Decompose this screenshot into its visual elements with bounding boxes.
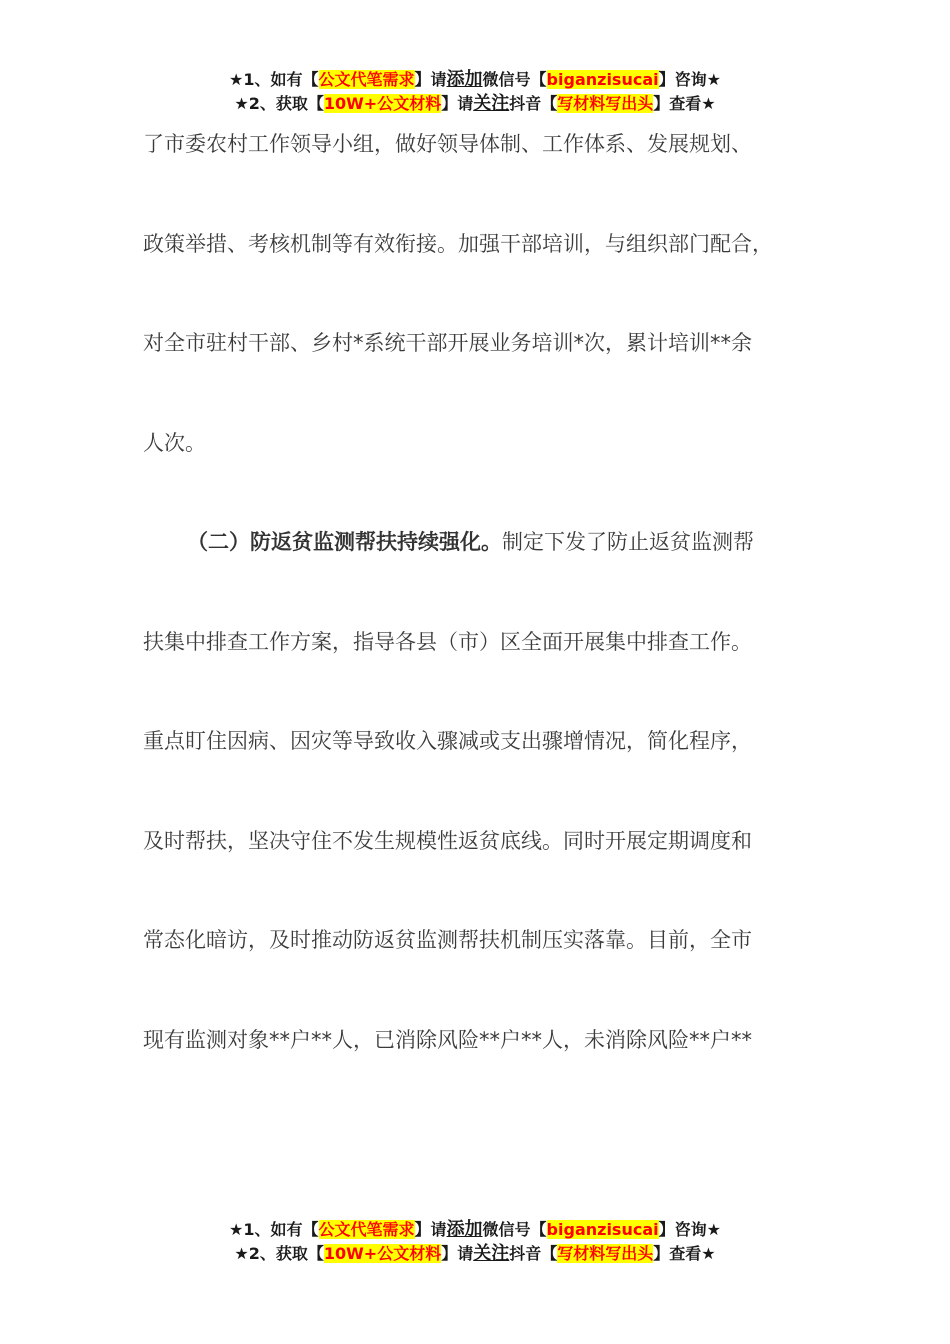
footer-line-2-suffix: 】查看★ <box>653 1244 716 1263</box>
footer-line-1-mid2: 微信号【 <box>482 1220 547 1239</box>
banner-line-1-prefix: ★1、如有【 <box>229 70 319 89</box>
banner-line-1 <box>0 68 950 92</box>
banner-line-2-suffix: 】查看★ <box>653 94 716 113</box>
footer-line-2-mid: 】请 <box>441 1244 474 1263</box>
banner-highlight-materials: 10W+公文材料 <box>323 94 442 113</box>
paragraph-line: 对全市驻村干部、乡村*系统干部开展业务培训*次，累计培训**余 <box>143 331 752 355</box>
document-body <box>143 121 843 1116</box>
footer-highlight-douyin: 写材料写出头 <box>557 1244 654 1263</box>
banner-highlight-douyin: 写材料写出头 <box>557 94 654 113</box>
paragraph-line: 扶集中排查工作方案，指导各县（市）区全面开展集中排查工作。 <box>143 629 752 654</box>
section-2-heading: （二）防返贫监测帮扶持续强化。 <box>187 530 502 554</box>
footer-line-1-suffix: 】咨询★ <box>658 1220 721 1239</box>
footer-line-1-prefix: ★1、如有【 <box>229 1220 319 1239</box>
banner-emphasis-add: 添加 <box>446 69 483 90</box>
footer-banner-line-1 <box>0 1218 950 1242</box>
paragraph-line: 及时帮扶，坚决守住不发生规模性返贫底线。同时开展定期调度和 <box>143 828 752 853</box>
banner-line-1-mid: 】请 <box>414 70 447 89</box>
paragraph-line: 重点盯住因病、因灾等导致收入骤减或支出骤增情况，简化程序， <box>143 729 752 753</box>
footer-highlight-service: 公文代笔需求 <box>318 1220 415 1239</box>
footer-banner <box>0 1218 950 1266</box>
paragraph-line: 常态化暗访，及时推动防返贫监测帮扶机制压实落靠。目前，全市 <box>143 928 752 952</box>
section-2-first-line <box>143 519 843 619</box>
footer-line-1-mid: 】请 <box>414 1220 447 1239</box>
footer-highlight-materials: 10W+公文材料 <box>323 1244 442 1263</box>
paragraph-line: 现有监测对象**户**人，已消除风险**户**人，未消除风险**户** <box>143 1027 752 1052</box>
banner-highlight-wechat: biganzisucai <box>546 70 659 89</box>
footer-highlight-wechat: biganzisucai <box>546 1220 659 1239</box>
footer-line-2-prefix: ★2、获取【 <box>234 1244 324 1263</box>
banner-line-2 <box>0 92 950 116</box>
paragraph-line: 了市委农村工作领导小组，做好领导体制、工作体系、发展规划、 <box>143 132 752 156</box>
footer-line-2-mid2: 抖音【 <box>509 1244 558 1263</box>
footer-emphasis-add: 添加 <box>446 1219 483 1240</box>
banner-emphasis-follow: 关注 <box>473 93 510 114</box>
banner-line-2-mid2: 抖音【 <box>509 94 558 113</box>
banner-line-2-prefix: ★2、获取【 <box>234 94 324 113</box>
footer-emphasis-follow: 关注 <box>473 1243 510 1264</box>
paragraph-line: 人次。 <box>143 430 206 455</box>
header-banner <box>0 68 950 116</box>
section-2-first-text: 制定下发了防止返贫监测帮 <box>502 530 754 554</box>
paragraph-line: 政策举措、考核机制等有效衔接。加强干部培训，与组织部门配合， <box>143 231 773 256</box>
banner-line-1-mid2: 微信号【 <box>482 70 547 89</box>
banner-line-1-suffix: 】咨询★ <box>658 70 721 89</box>
footer-banner-line-2 <box>0 1242 950 1266</box>
banner-line-2-mid: 】请 <box>441 94 474 113</box>
banner-highlight-service: 公文代笔需求 <box>318 70 415 89</box>
